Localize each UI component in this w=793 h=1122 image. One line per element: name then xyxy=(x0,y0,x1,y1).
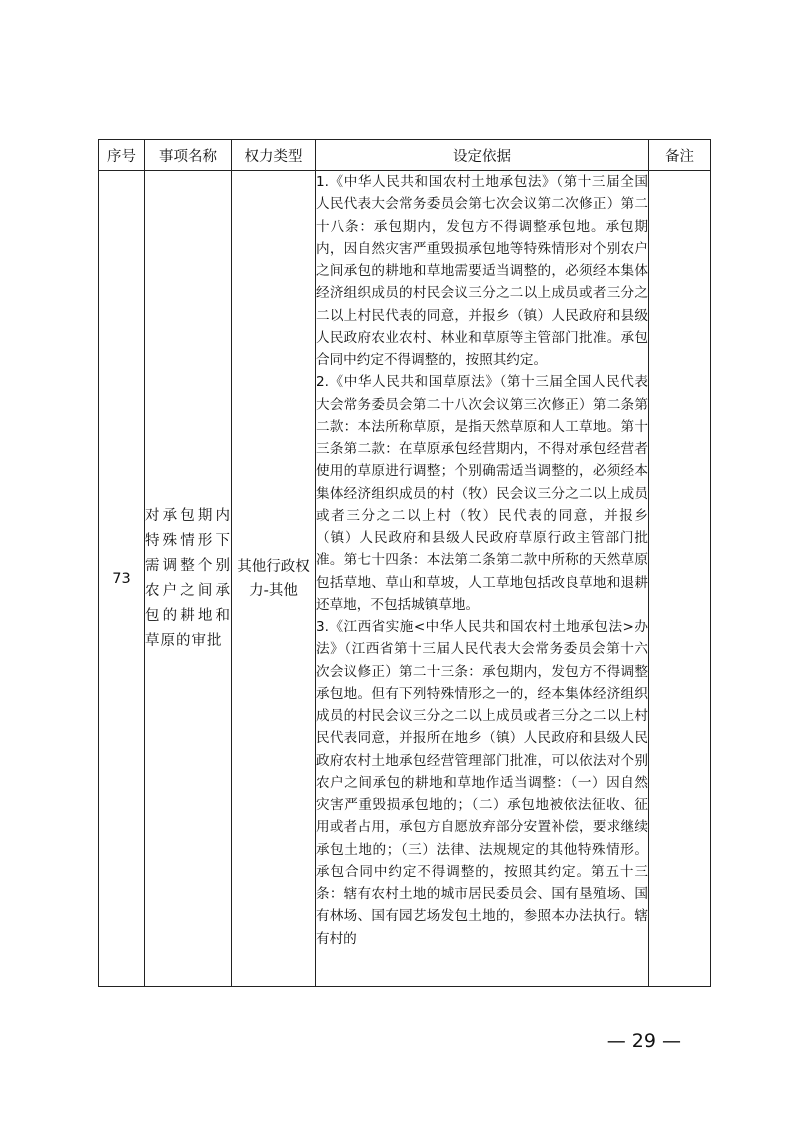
row-power-type: 其他行政权力-其他 xyxy=(232,171,316,987)
header-seq: 序号 xyxy=(99,140,145,171)
header-item-name: 事项名称 xyxy=(145,140,232,171)
basis-paragraph-2: 2.《中华人民共和国草原法》（第十三届全国人民代表大会常务委员会第二十八次会议第三次修正）第二条第二款：本法所称草原，是指天然草原和人工草地。第十三条第二款：在草原承包经营期内，不得对承包经营者使用的草原进行调整；个别确需适当调整的，必须经本集体经济组织成员的村（牧）民会议三分之二以上成员或者三分之二以上村（牧）民代表的同意，并报乡（镇）人民政府和县级人民政府草原行政主管部门批准。第七十四条：本法第二条第二款中所称的天然草原包括草地、草山和草坡，人工草地包括改良草地和退耕还草地，不包括城镇草地。 xyxy=(316,374,648,613)
table-row xyxy=(99,171,711,987)
row-remarks xyxy=(649,171,711,987)
row-item-name: 对承包期内特殊情形下需调整个别农户之间承包的耕地和草原的审批 xyxy=(145,171,232,987)
page-number: — 29 — xyxy=(606,1030,681,1052)
table-header-row xyxy=(99,140,711,171)
header-basis: 设定依据 xyxy=(316,140,649,171)
basis-paragraph-1: 1.《中华人民共和国农村土地承包法》（第十三届全国人民代表大会常务委员会第七次会议第二次修正）第二十八条：承包期内，发包方不得调整承包地。承包期内，因自然灾害严重毁损承包地等特殊情形对个别农户之间承包的耕地和草地需要适当调整的，必须经本集体经济组织成员的村民会议三分之二以上成员或者三分之二以上村民代表的同意，并报乡（镇）人民政府和县级人民政府农业农村、林业和草原等主管部门批准。承包合同中约定不得调整的，按照其约定。 xyxy=(316,174,648,368)
row-seq: 73 xyxy=(99,171,145,987)
row-basis xyxy=(316,171,649,987)
basis-paragraph-3: 3.《江西省实施<中华人民共和国农村土地承包法>办法》（江西省第十三届人民代表大会常务委员会第十六次会议修正）第二十三条：承包期内，发包方不得调整承包地。但有下列特殊情形之一的，经本集体经济组织成员的村民会议三分之二以上成员或者三分之二以上村民代表同意，并报所在地乡（镇）人民政府和县级人民政府农村土地承包经营管理部门批准，可以依法对个别农户之间承包的耕地和草地作适当调整：（一）因自然灾害严重毁损承包地的；（二）承包地被依法征收、征用或者占用，承包方自愿放弃部分安置补偿，要求继续承包土地的；（三）法律、法规规定的其他特殊情形。承包合同中约定不得调整的，按照其约定。第五十三条：辖有农村土地的城市居民委员会、国有垦殖场、国有林场、国有园艺场发包土地的，参照本办法执行。辖有村的 xyxy=(316,619,648,947)
permission-table xyxy=(98,139,711,987)
header-remarks: 备注 xyxy=(649,140,711,171)
header-power-type: 权力类型 xyxy=(232,140,316,171)
